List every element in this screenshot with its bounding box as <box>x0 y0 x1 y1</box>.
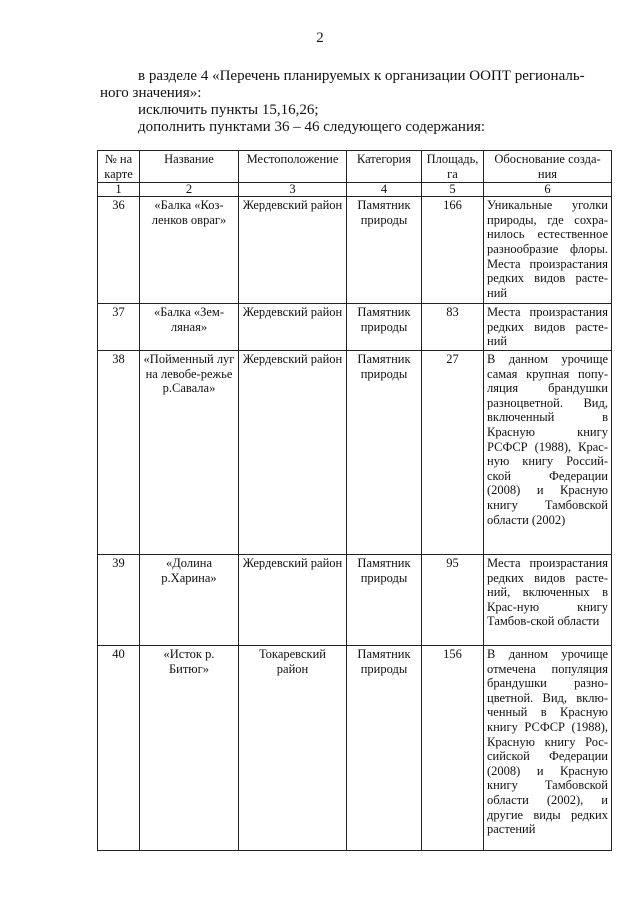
row-location: Жердевский район <box>239 197 347 304</box>
table-header-row <box>98 151 612 183</box>
row-location: Жердевский район <box>239 350 347 554</box>
header-area: Площадь, га <box>422 151 484 183</box>
intro-line-3: исключить пункты 15,16,26; <box>138 102 319 118</box>
col-number: 5 <box>422 183 484 197</box>
row-num: 38 <box>98 350 140 554</box>
row-reason: Места произрастания редких видов расте-ний <box>484 304 612 351</box>
intro-line-1: в разделе 4 «Перечень планируемых к организации ООПТ региональ- <box>138 68 585 84</box>
column-number-row <box>98 183 612 197</box>
row-area: 83 <box>422 304 484 351</box>
row-area: 166 <box>422 197 484 304</box>
row-area: 156 <box>422 645 484 850</box>
col-number: 3 <box>239 183 347 197</box>
table-row <box>98 197 612 304</box>
row-name: «Исток р. Битюг» <box>140 645 239 850</box>
header-location: Местоположение <box>239 151 347 183</box>
intro-line-4: дополнить пунктами 36 – 46 следующего содержания: <box>138 119 486 135</box>
row-category: Памятник природы <box>347 197 422 304</box>
row-num: 40 <box>98 645 140 850</box>
row-category: Памятник природы <box>347 304 422 351</box>
row-name: «Балка «Коз-ленков овраг» <box>140 197 239 304</box>
row-num: 39 <box>98 554 140 645</box>
row-location: Токаревский район <box>239 645 347 850</box>
table-row <box>98 304 612 351</box>
col-number: 1 <box>98 183 140 197</box>
col-number: 2 <box>140 183 239 197</box>
header-reason: Обоснование созда-ния <box>484 151 612 183</box>
intro-line-2: ного значения»: <box>100 85 202 101</box>
oopt-table <box>97 150 612 851</box>
row-reason: Уникальные уголки природы, где сохра-нилось естественное разнообразие флоры. Места произрастания редких видов расте-ний <box>484 197 612 304</box>
row-reason: Места произрастания редких видов расте-ний, включенных в Крас-ную книгу Тамбов-ской области <box>484 554 612 645</box>
row-reason: В данном урочище отмечена популяция брандушки разно-цветной. Вид, вклю-ченный в Красную книгу РСФСР (1988), Красную книгу Рос-сийской Федерации (2008) и Красную книгу Тамбовской области (2002), и другие виды редких растений <box>484 645 612 850</box>
row-area: 95 <box>422 554 484 645</box>
row-num: 36 <box>98 197 140 304</box>
header-category: Категория <box>347 151 422 183</box>
row-name: «Пойменный луг на левобе-режье р.Савала» <box>140 350 239 554</box>
row-category: Памятник природы <box>347 350 422 554</box>
col-number: 6 <box>484 183 612 197</box>
row-category: Памятник природы <box>347 645 422 850</box>
intro-text <box>100 68 620 136</box>
table-row <box>98 350 612 554</box>
row-category: Памятник природы <box>347 554 422 645</box>
table-row <box>98 645 612 850</box>
row-location: Жердевский район <box>239 554 347 645</box>
header-num: № на карте <box>98 151 140 183</box>
row-name: «Балка «Зем-ляная» <box>140 304 239 351</box>
row-reason: В данном урочище самая крупная попу-ляция брандушки разноцветной. Вид, включенный в Красную книгу РСФСР (1988), Крас-ную книгу Россий-ской Федерации (2008) и Красную книгу Тамбовской области (2002) <box>484 350 612 554</box>
page-number: 2 <box>316 30 324 46</box>
header-name: Название <box>140 151 239 183</box>
row-location: Жердевский район <box>239 304 347 351</box>
row-name: «Долина р.Харина» <box>140 554 239 645</box>
row-area: 27 <box>422 350 484 554</box>
col-number: 4 <box>347 183 422 197</box>
table-row <box>98 554 612 645</box>
row-num: 37 <box>98 304 140 351</box>
